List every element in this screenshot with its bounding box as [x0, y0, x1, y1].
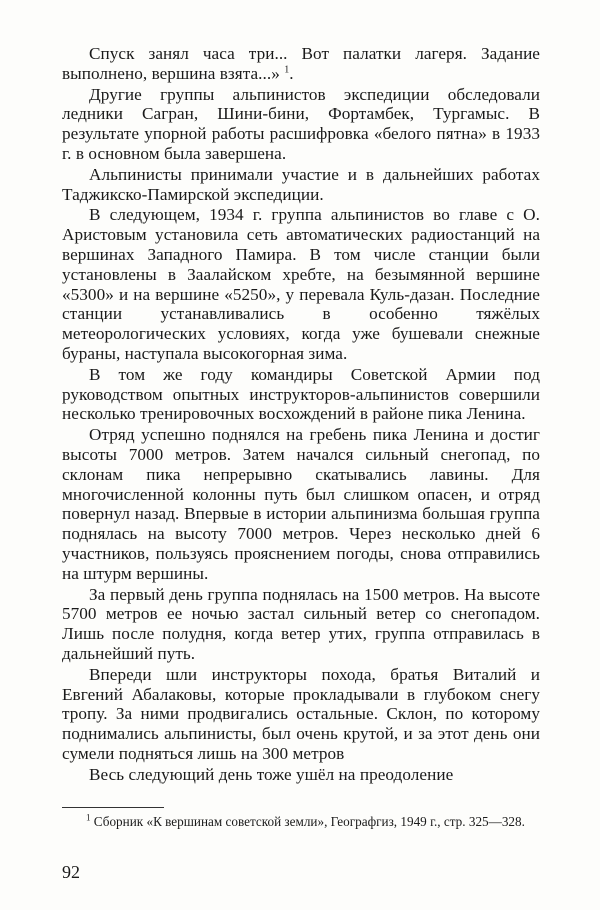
paragraph-2: Другие группы альпинистов экспедиции обследовали ледники Сагран, Шини-бини, Фортамбек, Тургамыс. В результате упорной работы расшифровка «белого пятна» в 1933 г. в основном была завершена.	[62, 84, 540, 163]
paragraph-1-text: Спуск занял часа три... Вот палатки лагеря. Задание выполнено, вершина взята...»	[62, 44, 540, 83]
page-number: 92	[62, 862, 80, 882]
footnote-marker: 1	[284, 64, 290, 76]
paragraph-4: В следующем, 1934 г. группа альпинистов во главе с О. Аристовым установила сеть автоматических радиостанций на вершинах Западного Памира. В том числе станции были установлены в Заалайском хребте, на безымянной вершине «5300» и на вершине «5250», у перевала Куль-дазан. Последние станции устанавливались в особенно тяжёлых метеорологических условиях, когда уже бушевали снежные бураны, наступала высокогорная зима.	[62, 205, 540, 363]
paragraph-5: В том же году командиры Советской Армии под руководством опытных инструкторов-альпинистов совершили несколько тренировочных восхождений в районе пика Ленина.	[62, 364, 540, 424]
page-body	[62, 44, 540, 784]
paragraph-8: Впереди шли инструкторы похода, братья Виталий и Евгений Абалаковы, которые прокладывали в глубоком снегу тропу. За ними продвигались остальные. Склон, по которому поднимались альпинисты, был очень крутой, и за этот день они сумели подняться лишь на 300 метров	[62, 664, 540, 763]
footnote-number: 1	[86, 812, 91, 823]
footnote	[62, 813, 540, 830]
paragraph-6: Отряд успешно поднялся на гребень пика Ленина и достиг высоты 7000 метров. Затем начался сильный снегопад, по склонам пика непрерывно скатывались лавины. Для многочисленной колонны путь был слишком опасен, и отряд повернул назад. Впервые в истории альпинизма большая группа поднялась на высоту 7000 метров. Через несколько дней 6 участников, пользуясь прояснением погоды, снова отправились на штурм вершины.	[62, 425, 540, 583]
paragraph-7: За первый день группа поднялась на 1500 метров. На высоте 5700 метров ее ночью застал сильный ветер со снегопадом. Лишь после полудня, когда ветер утих, группа отправилась в дальнейший путь.	[62, 584, 540, 663]
paragraph-1: Спуск занял часа три... Вот палатки лагеря. Задание выполнено, вершина взята...» $^1$.	[62, 44, 540, 83]
paragraph-3: Альпинисты принимали участие и в дальнейших работах Таджикско-Памирской экспедиции.	[62, 164, 540, 204]
footnote-divider	[62, 807, 164, 808]
paragraph-9: Весь следующий день тоже ушёл на преодоление	[89, 764, 454, 784]
footnote-text: Сборник «К вершинам советской земли», Географгиз, 1949 г., стр. 325—328.	[93, 814, 525, 829]
